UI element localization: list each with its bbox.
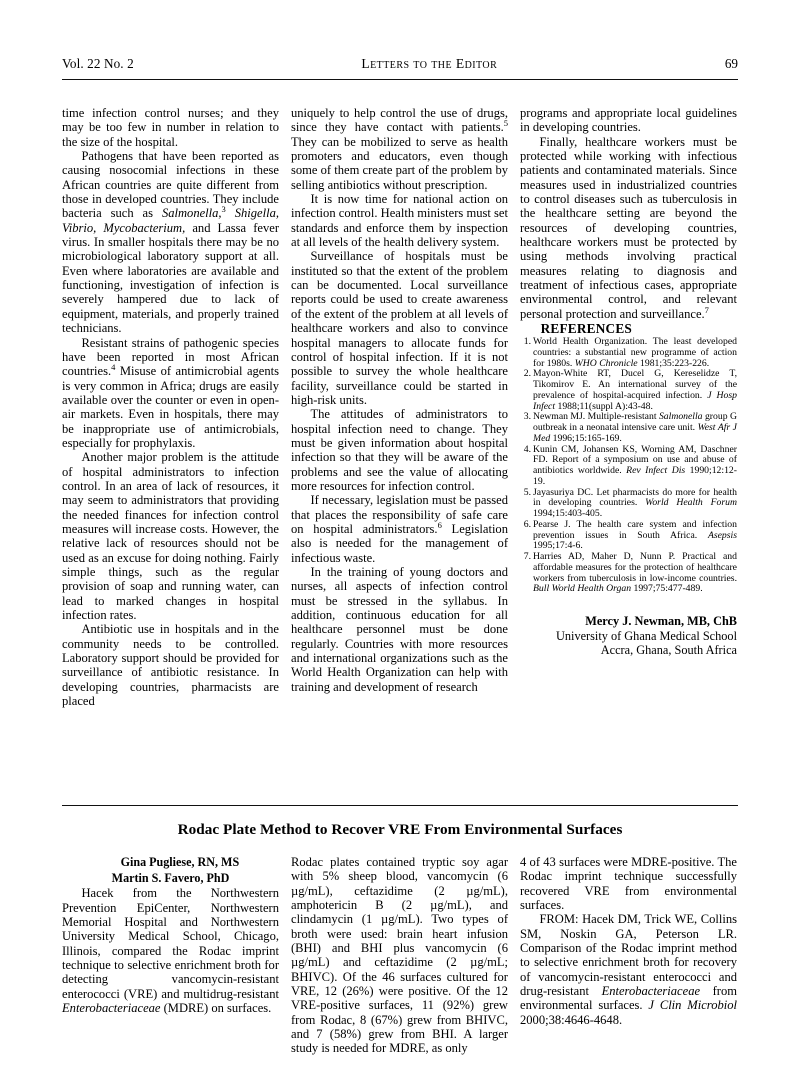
paragraph: FROM: Hacek DM, Trick WE, Collins SM, Noskin GA, Peterson LR. Comparison of the Rodac imprint method to selective enrichment broth for recovery of vancomycin-resistant enterococci and drug-resistant Enterobacteriaceae from environmental surfaces. J Clin Microbiol 2000;38:4646-4648. xyxy=(520,912,737,1027)
paragraph: It is now time for national action on infection control. Health ministers must set standards and enforce them by inspection at all levels of the health delivery system. xyxy=(291,192,508,250)
reference-item xyxy=(520,520,737,552)
article-two-column-2 xyxy=(291,855,508,1056)
paragraph: time infection control nurses; and they may be too few in number in relation to the size of the hospital. xyxy=(62,106,279,149)
article-one-columns xyxy=(62,106,738,708)
reference-citation: 1995;17:4-6. xyxy=(533,540,583,552)
reference-journal: Bull World Health Organ xyxy=(533,583,632,595)
reference-number: 4. xyxy=(523,443,531,455)
reference-item xyxy=(520,552,737,595)
reference-citation: 1996;15:165-169. xyxy=(550,432,622,444)
article-two-columns xyxy=(62,855,738,1056)
paragraph: Antibiotic use in hospitals and in the community needs to be controlled. Laboratory support should be provided for surveillance of antibiotic resistance. In developing countries, pharmacists are placed xyxy=(62,622,279,709)
paragraph: Pathogens that have been reported as causing nosocomial infections in these African countries are quite different from those in developed countries. They include bacteria such as Salmonella,$^3$ Shigella, Vibrio, Mycobacterium, and Lassa fever virus. In smaller hospitals there may be no microbiological laboratory support at all. Even where laboratories are available and functioning, investigation of infection is severely hampered due to lack of equipment, materials, and properly trained technicians. xyxy=(62,149,279,336)
volume-issue: Vol. 22 No. 2 xyxy=(62,56,134,71)
paragraph: uniquely to help control the use of drugs, since they have contact with patients.$^5$ They can be mobilized to serve as health promoters and educators, even though some of them create part of the problem by selling antibiotics without prescription. xyxy=(291,106,508,192)
reference-journal: Asepsis xyxy=(707,529,737,541)
paragraph: Rodac plates contained tryptic soy agar with 5% sheep blood, vancomycin (6 µg/mL), ceftazidime (2 µg/mL), amphotericin B (2 µg/mL), and clindamycin (1 µg/mL). Two types of broth were used: brain heart infusion (BHI) and BHI plus vancomycin (6 µg/mL) and ceftazidime (2 µg/mL; BHIVC). Of the 46 surfaces cultured for VRE, 12 (26%) were positive. Of the 12 VRE-positive surfaces, 11 (92%) grew from Rodac, 8 (67%) grew from BHIVC, and 7 (58%) grew from BHI. A larger study is needed for MDRE, as only xyxy=(291,855,508,1056)
reference-journal: J Hosp Infect xyxy=(533,389,737,412)
paragraph: Surveillance of hospitals must be instituted so that the extent of the problem can be documented. Local surveillance reports could be used to create awareness of the extent of the problem at all levels of healthcare workers and also to convince hospital managers to allocate funds for control of hospital infection. If it is not possible to survey the whole healthcare facility, surveillance could be started in high-risk units. xyxy=(291,249,508,407)
reference-journal: Salmonella xyxy=(658,411,703,423)
section-title: Letters to the Editor xyxy=(361,56,498,71)
reference-item xyxy=(520,412,737,444)
author-affiliation: University of Ghana Medical School xyxy=(556,628,737,643)
reference-journal: WHO Chronicle xyxy=(574,357,638,369)
reference-citation: 1994;15:403-405. xyxy=(533,508,603,520)
signature-block xyxy=(520,614,737,658)
paragraph: Hacek from the Northwestern Prevention EpiCenter, Northwestern Memorial Hospital and Northwestern University Medical School, Chicago, Illinois, compared the Rodac imprint technique to selective enrichment broth for detecting vancomycin-resistant enterococci (VRE) and multidrug-resistant Enterobacteriaceae (MDRE) on surfaces. xyxy=(62,886,279,1015)
reference-number: 2. xyxy=(523,368,531,380)
reference-item xyxy=(520,445,737,488)
reference-number: 6. xyxy=(523,519,531,531)
page-number: 69 xyxy=(724,56,738,71)
article-one-column-2 xyxy=(291,106,508,708)
paragraph: Finally, healthcare workers must be protected while working with infectious patients and contaminated materials. Since measures used in industrialized countries to control diseases such as tuberculosis in the healthcare setting are beyond the resources of developing countries, healthcare workers must be protected by using methods involving practical measures relating to diagnosis and treatment of infectious cases, appropriate environmental control, and relevant personal protection and surveillance.$^7$ xyxy=(520,134,737,321)
reference-number: 3. xyxy=(523,411,531,423)
reference-number: 5. xyxy=(523,486,531,498)
reference-text: group G outbreak in a neonatal intensive care unit. xyxy=(533,411,737,434)
paragraph: Another major problem is the attitude of hospital administrators to infection control. In an area of lack of resources, it may seem to administrators that providing the needed finances for infection control measures will increase costs. However, the relative lack of resources should not be used as an excuse for doing nothing. Fairly simple things, such as the regular provision of soap and running water, can lead to marked changes in hospital infection rates. xyxy=(62,450,279,623)
reference-list xyxy=(520,337,737,595)
byline-author-1: Gina Pugliese, RN, MS xyxy=(120,855,240,869)
reference-number: 1. xyxy=(523,336,531,348)
reference-citation: 1988;11(suppl A):43-48. xyxy=(555,400,653,412)
article-two-column-1 xyxy=(62,855,279,1056)
article-divider-rule xyxy=(62,805,738,806)
reference-text: Kunin CM, Johansen KS, Worning AM, Daschner FD. Report of a symposium on use and abuse of antibiotics worldwide. xyxy=(533,443,737,477)
reference-citation: 1981;35:223-226. xyxy=(637,357,710,369)
reference-number: 7. xyxy=(523,551,531,563)
paragraph: programs and appropriate local guidelines in developing countries. xyxy=(520,106,737,135)
author-name: Mercy J. Newman, MB, ChB xyxy=(585,614,737,629)
article-two-column-3 xyxy=(520,855,737,1056)
reference-text: Newman MJ. Multiple-resistant xyxy=(533,411,659,423)
article-one-column-3 xyxy=(520,106,737,708)
reference-text: Harries AD, Maher D, Nunn P. Practical and affordable measures for the protection of healthcare workers from tuberculosis in low-income countries. xyxy=(533,551,737,584)
paragraph: 4 of 43 surfaces were MDRE-positive. The Rodac imprint technique successfully recovered VRE from environmental surfaces. xyxy=(520,855,737,913)
reference-text: Mayon-White RT, Ducel G, Kereselidze T, Tikomirov E. An international survey of the prevalence of hospital-acquired infection. xyxy=(533,368,737,401)
byline-author-2: Martin S. Favero, PhD xyxy=(111,870,230,885)
article-two-title: Rodac Plate Method to Recover VRE From Environmental Surfaces xyxy=(177,821,623,838)
reference-text: Pearse J. The health care system and infection prevention issues in South Africa. xyxy=(533,519,737,541)
paragraph: In the training of young doctors and nurses, all aspects of infection control must be stressed in the syllabus. In addition, continuous education for all healthcare personnel must be done regularly. Countries with more resources and international organizations such as the World Health Organization can help with training and development of research xyxy=(291,565,508,694)
article-one-column-1 xyxy=(62,106,279,708)
reference-citation: 1997;75:477-489. xyxy=(631,583,703,595)
reference-journal: World Health Forum xyxy=(645,497,737,509)
reference-journal: West Afr J Med xyxy=(533,422,737,444)
paragraph: Resistant strains of pathogenic species have been reported in most African countries.$^4$ Misuse of antimicrobial agents is very common in Africa; drugs are easily available over the counter or even in open-air markets. Even in hospitals, there may be inappropriate use of antimicrobials, especially for prophylaxis. xyxy=(62,335,279,450)
header-rule xyxy=(62,79,738,80)
reference-journal: Rev Infect Dis xyxy=(626,465,686,477)
reference-item xyxy=(520,369,737,412)
reference-text: World Health Organization. The least developed countries: a substantial new programme of action for 1980s. xyxy=(533,336,737,369)
reference-item xyxy=(520,488,737,520)
author-location: Accra, Ghana, South Africa xyxy=(600,643,737,658)
reference-text: Jayasuriya DC. Let pharmacists do more for health in developing countries. xyxy=(533,486,737,509)
reference-citation: 1990;12:12-19. xyxy=(533,465,737,487)
running-head xyxy=(62,56,738,78)
references-heading: REFERENCES xyxy=(540,321,633,337)
reference-item xyxy=(520,337,737,369)
paragraph: The attitudes of administrators to hospital infection need to change. They must be given information about hospital infection so that they will be aware of the problems and see the value of allocating more resources for infection control. xyxy=(291,407,508,493)
article-two-byline xyxy=(62,855,279,886)
paragraph: If necessary, legislation must be passed that places the responsibility of safe care on hospital administrators.$^6$ Legislation also is needed for the management of infectious waste. xyxy=(291,493,508,565)
